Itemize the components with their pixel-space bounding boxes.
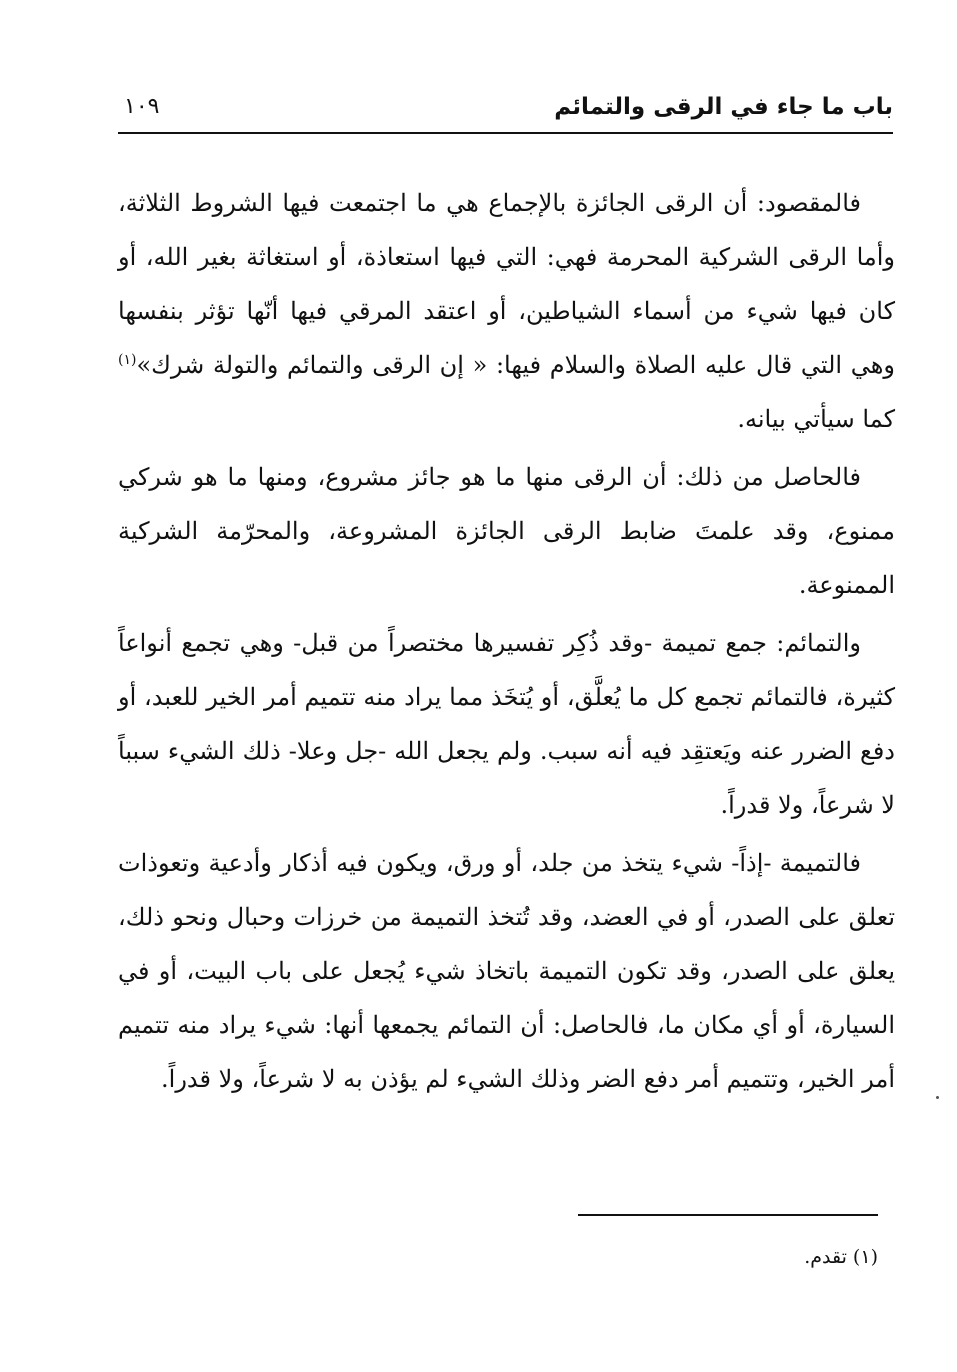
page-header <box>118 86 893 134</box>
footnote-rule <box>578 1214 878 1216</box>
paragraph-1-text-after: كما سيأتي بيانه. <box>737 405 895 433</box>
paragraph-2: فالحاصل من ذلك: أن الرقى منها ما هو جائز مشروع، ومنها ما هو شركي ممنوع، وقد علمتَ ضابط الرقى الجائزة المشروعة، والمحرّمة الشركية الممنوعة. <box>118 463 895 599</box>
page-number: ١٠٩ <box>124 94 160 119</box>
paragraph-1 <box>118 176 895 446</box>
paragraph-4: فالتميمة -إذاً- شيء يتخذ من جلد، أو ورق، ويكون فيه أذكار وأدعية وتعوذات تعلق على الصدر، أو في العضد، وقد تُتخذ التميمة من خرزات وحبال ونحو ذلك، يعلق على الصدر، وقد تكون التميمة باتخاذ شيء يُجعل على باب البيت، أو في السيارة، أو أي مكان ما، فالحاصل: أن التمائم يجمعها أنها: شيء يراد منه تتميم أمر الخير، وتتميم أمر دفع الضر وذلك الشيء لم يؤذن به لا شرعاً، ولا قدراً. <box>118 849 895 1093</box>
paragraph-1-text: فالمقصود: أن الرقى الجائزة بالإجماع هي ما اجتمعت فيها الشروط الثلاثة، وأما الرقى الشركية المحرمة فهي: التي فيها استعاذة، أو استغاثة بغير الله، أو كان فيها شيء من أسماء الشياطين، أو اعتقد المرقي فيها أنّها تؤثر بنفسها وهي التي قال عليه الصلاة والسلام فيها: « إن الرقى والتمائم والتولة شرك» <box>118 189 895 379</box>
footnote-reference: (١) <box>118 352 137 368</box>
main-text <box>118 176 895 1106</box>
scan-speck <box>936 1096 939 1099</box>
running-title: باب ما جاء في الرقى والتمائم <box>554 94 893 120</box>
paragraph-3: والتمائم: جمع تميمة -وقد ذُكِر تفسيرها مختصراً من قبل- وهي تجمع أنواعاً كثيرة، فالتمائم تجمع كل ما يُعلَّق، أو يُتخَذ مما يراد منه تتميم أمر الخير للعبد، أو دفع الضرر عنه ويَعتقِد فيه أنه سبب. ولم يجعل الله -جل وعلا- ذلك الشيء سبباً لا شرعاً، ولا قدراً. <box>118 629 895 819</box>
footnote: (١) تقدم. <box>804 1246 878 1268</box>
header-rule <box>118 132 893 134</box>
